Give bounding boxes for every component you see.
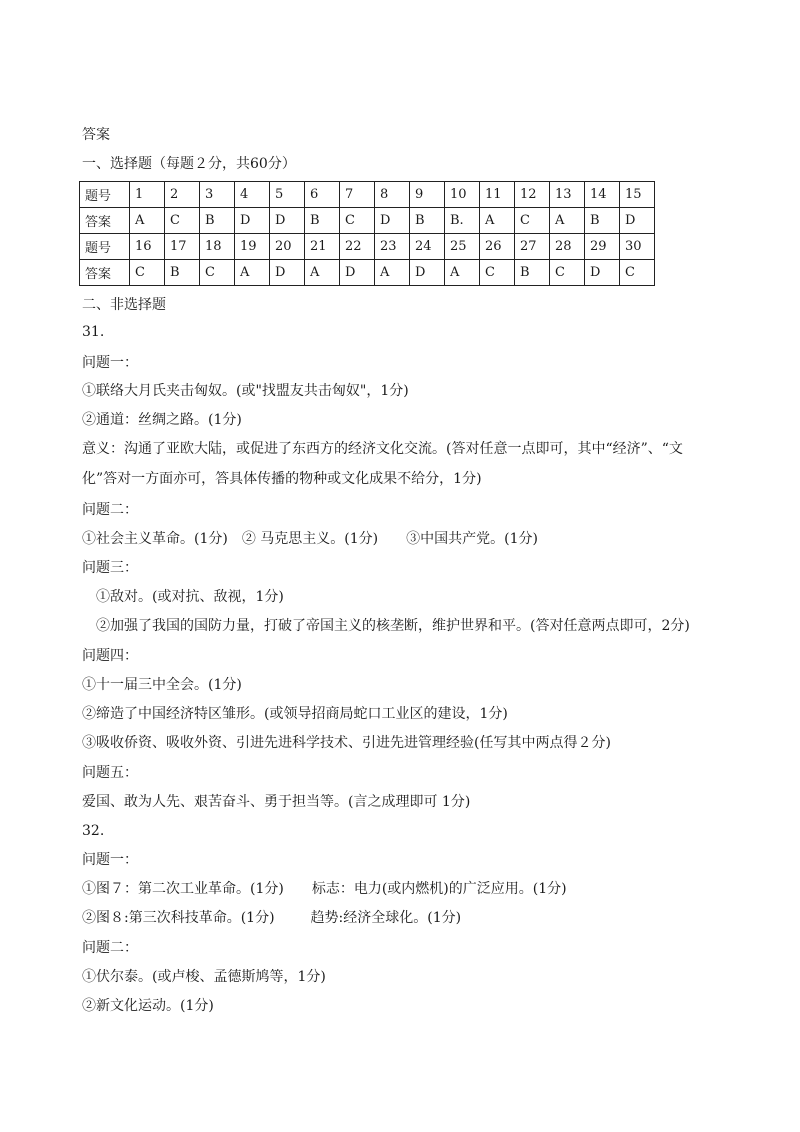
- answer-table-cell: C: [340, 208, 375, 234]
- answer-table-cell: B: [515, 260, 550, 286]
- question-31-number: 31.: [82, 324, 105, 340]
- q31-part4-answer-b: ②缔造了中国经济特区雏形。(或领导招商局蛇口工业区的建设，1分): [82, 706, 508, 722]
- section-multiple-choice-heading: 一、选择题（每题２分，共60分）: [82, 156, 296, 172]
- q31-part3-title: 问题三：: [82, 560, 138, 576]
- q32-part2-title: 问题二：: [82, 940, 138, 956]
- answer-table-cell: A: [235, 260, 270, 286]
- answer-table-cell: 6: [305, 182, 340, 208]
- answer-table-cell: 27: [515, 234, 550, 260]
- answer-table-cell: 9: [410, 182, 445, 208]
- q31-part4-title: 问题四：: [82, 648, 138, 664]
- q31-part2-answer-c: ③中国共产党。(1分): [406, 531, 538, 547]
- answer-table-cell: C: [130, 260, 165, 286]
- answer-table-cell: 14: [585, 182, 620, 208]
- answer-table-cell: 16: [130, 234, 165, 260]
- answer-table-cell: B: [305, 208, 340, 234]
- section-non-choice-heading: 二、非选择题: [82, 297, 166, 313]
- answer-table: [79, 181, 655, 286]
- answer-table-cell: 5: [270, 182, 305, 208]
- answer-table-cell: 12: [515, 182, 550, 208]
- answer-table-row: [80, 234, 655, 260]
- answer-table-cell: 3: [200, 182, 235, 208]
- answer-table-cell: A: [305, 260, 340, 286]
- answer-table-cell: D: [410, 260, 445, 286]
- answer-table-cell: D: [270, 208, 305, 234]
- answer-table-cell: 26: [480, 234, 515, 260]
- answer-table-cell: D: [620, 208, 655, 234]
- answer-table-cell: A: [375, 260, 410, 286]
- answer-table-cell: D: [375, 208, 410, 234]
- q32-part1-answer-a: [82, 880, 567, 898]
- q31-part5-title: 问题五：: [82, 765, 138, 781]
- answer-table-cell: 25: [445, 234, 480, 260]
- answer-table-cell: 10: [445, 182, 480, 208]
- q32-part2-answer-b: ②新文化运动。(1分): [82, 998, 214, 1014]
- answer-table-cell: 24: [410, 234, 445, 260]
- answer-table-cell: C: [620, 260, 655, 286]
- answer-table-cell: 28: [550, 234, 585, 260]
- answer-table-cell: A: [130, 208, 165, 234]
- page-title: 答案: [82, 127, 110, 143]
- answer-table-cell: 4: [235, 182, 270, 208]
- q31-part1-answer-a: ①联络大月氏夹击匈奴。(或"找盟友共击匈奴"，1分): [82, 383, 409, 399]
- answer-table-cell: 17: [165, 234, 200, 260]
- answer-table-row: [80, 260, 655, 286]
- answer-table-cell: 20: [270, 234, 305, 260]
- q32-part2-answer-a: ①伏尔泰。(或卢梭、孟德斯鸠等，1分): [82, 969, 326, 985]
- answer-table-cell: 19: [235, 234, 270, 260]
- answer-table-cell: 15: [620, 182, 655, 208]
- answer-table-cell: 22: [340, 234, 375, 260]
- answer-table-row: [80, 182, 655, 208]
- answer-table-cell: A: [445, 260, 480, 286]
- answer-table-cell: 29: [585, 234, 620, 260]
- q31-part2-answer-b: ② 马克思主义。(1分): [241, 531, 379, 547]
- answer-table-row: [80, 208, 655, 234]
- answer-table-cell: B: [585, 208, 620, 234]
- answer-table-cell: B: [410, 208, 445, 234]
- q32-part1-answer-a-sign: 标志：电力(或内燃机)的广泛应用。(1分): [311, 881, 567, 897]
- answer-table-cell: B.: [445, 208, 480, 234]
- answer-table-row-header: 题号: [80, 234, 130, 260]
- answer-table-cell: 7: [340, 182, 375, 208]
- answer-table-cell: C: [480, 260, 515, 286]
- q31-part5-answer: 爱国、敢为人先、艰苦奋斗、勇于担当等。(言之成理即可 1分): [82, 794, 471, 810]
- q31-part2-answers: [82, 530, 538, 548]
- answer-table-cell: 1: [130, 182, 165, 208]
- q31-part4-answer-a: ①十一届三中全会。(1分): [82, 677, 242, 693]
- answer-table-cell: D: [235, 208, 270, 234]
- q31-part1-title: 问题一：: [82, 355, 138, 371]
- answer-table-row-header: 答案: [80, 208, 130, 234]
- q31-part3-answer-b: ②加强了我国的国防力量，打破了帝国主义的核垄断，维护世界和平。(答对任意两点即可，2分): [96, 618, 690, 634]
- q31-part3-answer-a: ①敌对。(或对抗、敌视，1分): [96, 589, 284, 605]
- q32-part1-answer-b-main: ②图８:第三次科技革命。(1分): [82, 910, 275, 926]
- answer-table-row-header: 答案: [80, 260, 130, 286]
- q31-part1-answer-c-line2: 化”答对一方面亦可，答具体传播的物种或文化成果不给分，1分): [82, 471, 482, 487]
- answer-table-cell: C: [165, 208, 200, 234]
- answer-table-cell: B: [165, 260, 200, 286]
- answer-table-cell: D: [340, 260, 375, 286]
- answer-table-cell: B: [200, 208, 235, 234]
- answer-table-cell: 2: [165, 182, 200, 208]
- answer-table-cell: 18: [200, 234, 235, 260]
- q31-part1-answer-c-line1: 意义：沟通了亚欧大陆，或促进了东西方的经济文化交流。(答对任意一点即可，其中“经济”、“文: [82, 441, 683, 457]
- answer-table-cell: 11: [480, 182, 515, 208]
- answer-table-cell: C: [550, 260, 585, 286]
- q31-part2-title: 问题二：: [82, 502, 138, 518]
- q32-part1-answer-b: [82, 909, 461, 927]
- answer-table-cell: 8: [375, 182, 410, 208]
- answer-table-cell: A: [550, 208, 585, 234]
- answer-table-cell: D: [585, 260, 620, 286]
- q32-part1-title: 问题一：: [82, 852, 138, 868]
- q32-part1-answer-b-trend: 趋势:经济全球化。(1分): [310, 910, 462, 926]
- answer-table-row-header: 题号: [80, 182, 130, 208]
- q31-part2-answer-a: ①社会主义革命。(1分): [82, 531, 228, 547]
- question-32-number: 32.: [82, 823, 105, 839]
- answer-table-cell: 30: [620, 234, 655, 260]
- q31-part4-answer-c: ③吸收侨资、吸收外资、引进先进科学技术、引进先进管理经验(任写其中两点得２分): [82, 735, 611, 751]
- q31-part1-answer-b: ②通道：丝绸之路。(1分): [82, 412, 242, 428]
- answer-table-cell: 21: [305, 234, 340, 260]
- answer-table-cell: 13: [550, 182, 585, 208]
- answer-table-cell: 23: [375, 234, 410, 260]
- answer-table-cell: A: [480, 208, 515, 234]
- answer-table-cell: D: [270, 260, 305, 286]
- q32-part1-answer-a-main: ①图７：第二次工业革命。(1分): [82, 881, 284, 897]
- answer-table-cell: C: [200, 260, 235, 286]
- answer-table-cell: C: [515, 208, 550, 234]
